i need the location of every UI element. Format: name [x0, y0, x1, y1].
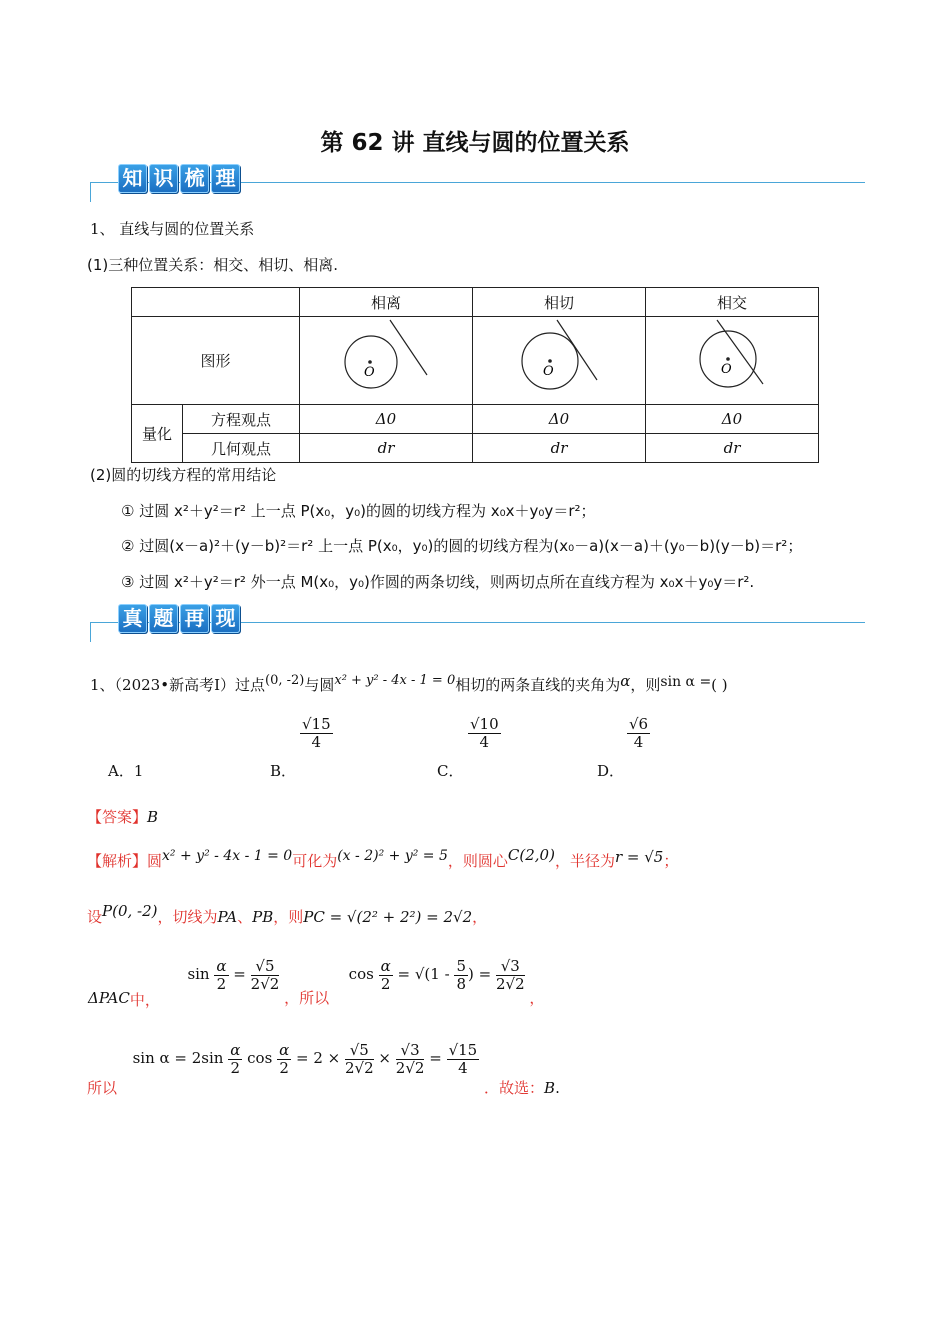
cell-value: Δ0: [646, 405, 819, 434]
cell-value: dr: [646, 434, 819, 463]
figure-label: 图形: [132, 317, 300, 405]
banner-tile: 梳: [180, 164, 209, 193]
quant-label: 量化: [132, 405, 183, 463]
solution-line-2: 设P(0, -2)，切线为PA、PB，则PC = √(2² + 2²) = 2√2，: [87, 902, 488, 926]
center-label: O: [364, 365, 375, 380]
cell-value: Δ0: [473, 405, 646, 434]
row-label: 几何观点: [183, 434, 300, 463]
problem-statement: 1、（2023•新高考Ⅰ）过点(0, -2)与圆x² + y² - 4x - 1 = 0相切的两条直线的夹角为α，则sin α =( ): [90, 672, 728, 694]
section-banner-exam: [90, 598, 865, 638]
relation-table: [131, 287, 819, 463]
option-a: A．1: [108, 762, 144, 780]
banner-tile: 识: [149, 164, 178, 193]
option-b-value: $\frac{√15}{4}$: [302, 715, 331, 751]
conclusion-item: ③ 过圆 x²＋y²＝r² 外一点 M(x₀，y₀)作圆的两条切线，则两切点所在直线方程为 x₀x＋y₀y＝r².: [121, 573, 755, 591]
answer-tag: 【答案】: [87, 808, 148, 826]
header-separate: 相离: [300, 288, 473, 317]
option-b: B．: [270, 762, 297, 780]
banner-tile: 知: [118, 164, 147, 193]
figure-separate: [300, 317, 473, 405]
figure-tangent: [473, 317, 646, 405]
cell-value: dr: [300, 434, 473, 463]
conclusion-item: ① 过圆 x²＋y²＝r² 上一点 P(x₀，y₀)的圆的切线方程为 x₀x＋y₀y＝r²；: [121, 502, 596, 520]
banner-tile: 现: [211, 604, 240, 633]
cell-value: Δ0: [300, 405, 473, 434]
conclusion-item: ② 过圆(x－a)²＋(y－b)²＝r² 上一点 P(x₀，y₀)的圆的切线方程为(x₀－a)(x－a)＋(y₀－b)(y－b)＝r²；: [121, 537, 803, 555]
center-label: O: [721, 362, 732, 377]
cell-value: dr: [473, 434, 646, 463]
option-d-value: $\frac{√6}{4}$: [629, 715, 649, 751]
figure-intersect: [646, 317, 819, 405]
option-c: C．: [437, 762, 464, 780]
banner-tile: 题: [149, 604, 178, 633]
banner-tile: 理: [211, 164, 240, 193]
subheading-tangent-conclusions: (2)圆的切线方程的常用结论: [90, 466, 277, 484]
section-banner-knowledge: [90, 158, 865, 198]
header-intersect: 相交: [646, 288, 819, 317]
solution-line-1: 【解析】圆x² + y² - 4x - 1 = 0可化为(x - 2)² + y² = 5，则圆心C(2,0)，半径为r = √5；: [87, 846, 679, 870]
item-heading: 1、 直线与圆的位置关系: [90, 220, 255, 238]
option-d: D．: [597, 762, 625, 780]
header-tangent: 相切: [473, 288, 646, 317]
page-title: 第 62 讲 直线与圆的位置关系: [320, 130, 630, 156]
answer-line: [87, 806, 158, 827]
subheading-three-relations: (1)三种位置关系：相交、相切、相离.: [87, 256, 339, 274]
answer-value: B: [147, 808, 159, 826]
banner-tile: 再: [180, 604, 209, 633]
solution-line-4: 所以 sin α = 2sin $\frac{\alpha}{2}$ cos $\frac{\alpha}{2}$ = 2 × $\frac{√5}{2√2}$ × $\frac{√3}{2√2}$ = $\frac{√15}{4}$ ．故选：B.: [87, 1041, 560, 1097]
solution-line-3: ΔPAC中， sin $\frac{\alpha}{2}$ = $\frac{√5}{2√2}$ ，所以 cos $\frac{\alpha}{2}$ = √(1 - $\frac{5}{8}$ ) = $\frac{√3}{2√2}$ ，: [88, 957, 545, 1009]
banner-tile: 真: [118, 604, 147, 633]
row-label: 方程观点: [183, 405, 300, 434]
center-label: O: [543, 364, 554, 379]
option-c-value: $\frac{√10}{4}$: [470, 715, 499, 751]
